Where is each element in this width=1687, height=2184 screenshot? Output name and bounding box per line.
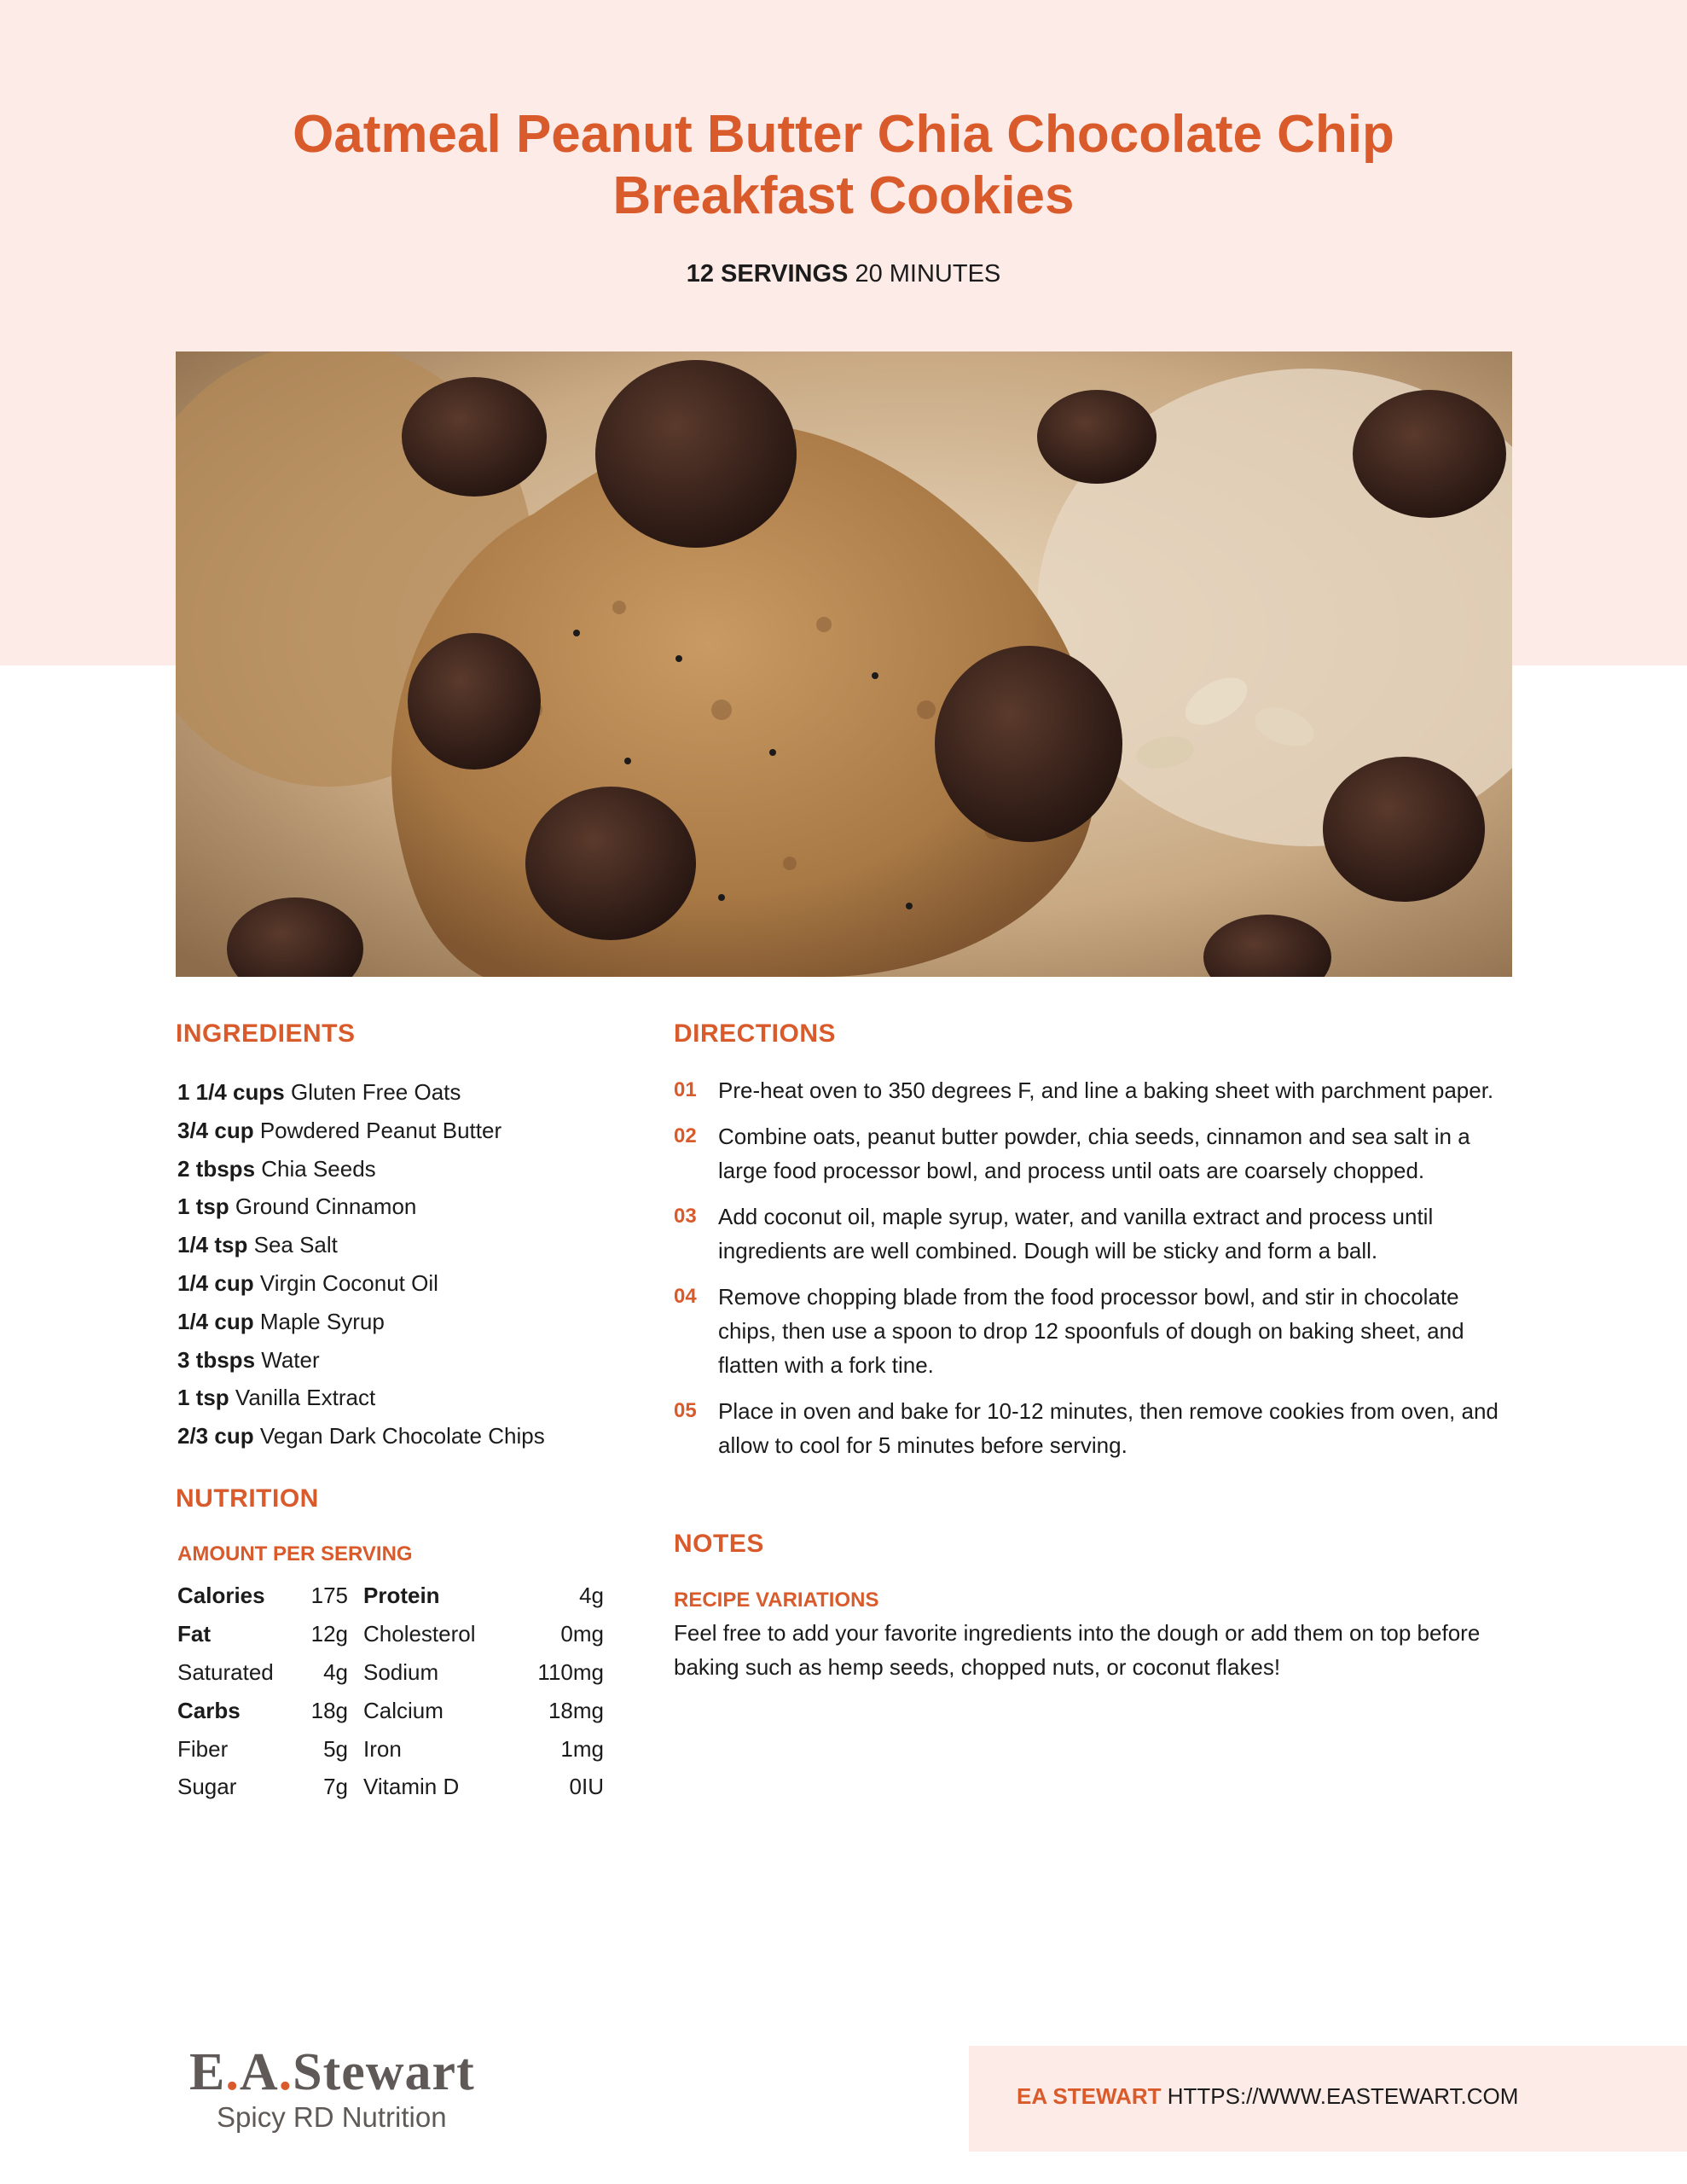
nutrition-table [177,1577,604,1806]
list-item: 1 tsp Vanilla Extract [177,1385,376,1411]
table-row: Fiber 5g Iron 1mg [177,1735,604,1762]
list-item: 1/4 cup Maple Syrup [177,1308,385,1334]
direction-step: 02 Combine oats, peanut butter powder, chia seeds, cinnamon and sea salt in a large food processor bowl, and process until oats are coarsely chopped. [674,1124,1470,1183]
list-item: 1/4 tsp Sea Salt [177,1232,338,1258]
list-item: 1 tsp Ground Cinnamon [177,1194,417,1220]
table-row: Calories 175 Protein 4g [177,1583,604,1609]
footer-box [969,2046,1687,2152]
list-item: 2/3 cup Vegan Dark Chocolate Chips [177,1423,545,1449]
notes-heading: NOTES [674,1530,764,1558]
list-item: 3 tbsps Water [177,1346,320,1373]
logo-tagline: Spicy RD Nutrition [217,2101,447,2133]
recipe-title: Oatmeal Peanut Butter Chia Chocolate Chip Breakfast Cookies [293,105,1394,225]
notes-subheading: RECIPE VARIATIONS [674,1589,879,1612]
direction-step: 01 Pre-heat oven to 350 degrees F, and line a baking sheet with parchment paper. [674,1077,1494,1103]
table-row: Saturated 4g Sodium 110mg [177,1658,604,1685]
table-row: Fat 12g Cholesterol 0mg [177,1621,604,1647]
recipe-meta [0,260,1687,288]
nutrition-subheading: AMOUNT PER SERVING [177,1542,413,1565]
directions-list [674,1073,1510,1474]
list-item: 1 1/4 cups Gluten Free Oats [177,1079,461,1105]
logo-name: E.A.Stewart [189,2043,475,2101]
table-row: Sugar 7g Vitamin D 0IU [177,1774,604,1800]
direction-step: 04 Remove chopping blade from the food processor bowl, and stir in chocolate chips, then use a spoon to drop 12 spoonfuls of dough on baking sheet, and flatten with a fork tine. [674,1284,1464,1378]
footer-brand: EA STEWART [1017,2083,1162,2109]
direction-step: 05 Place in oven and bake for 10-12 minutes, then remove cookies from oven, and allow to cool for 5 minutes before serving. [674,1398,1499,1458]
list-item: 3/4 cup Powdered Peanut Butter [177,1117,502,1143]
ingredients-list [177,1073,638,1455]
brand-logo [189,2044,496,2135]
footer-url[interactable]: HTTPS://WWW.EASTEWART.COM [1167,2083,1519,2109]
table-row: Carbs 18g Calcium 18mg [177,1697,604,1723]
notes-text: Feel free to add your favorite ingredients into the dough or add them on top before baking such as hemp seeds, chopped nuts, or coconut flakes! [674,1620,1481,1680]
list-item: 2 tbsps Chia Seeds [177,1155,376,1182]
direction-step: 03 Add coconut oil, maple syrup, water, and vanilla extract and process until ingredients are well combined. Dough will be sticky and form a ball. [674,1204,1434,1263]
nutrition-heading: NUTRITION [176,1484,319,1513]
servings: 12 SERVINGS [686,260,849,288]
prep-time: 20 MINUTES [855,260,1001,288]
directions-heading: DIRECTIONS [674,1019,837,1048]
ingredients-heading: INGREDIENTS [176,1019,356,1048]
footer-text [1017,2083,1518,2110]
cookie-photo [176,351,1512,977]
list-item: 1/4 cup Virgin Coconut Oil [177,1269,438,1296]
